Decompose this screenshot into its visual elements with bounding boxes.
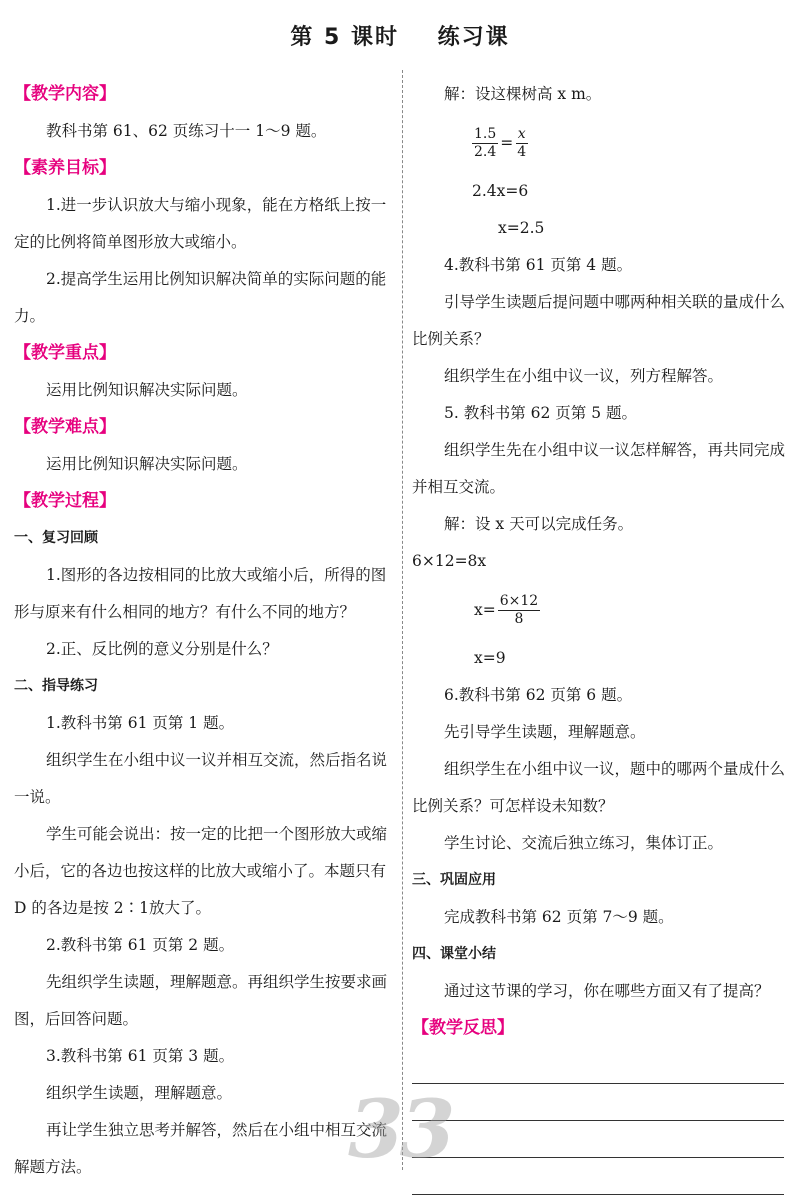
fraction-2-numerator: x <box>517 125 526 142</box>
teaching-content-text: 教科书第 61、62 页练习十一 1～9 题。 <box>46 122 327 140</box>
exercise-3-b: 再让学生独立思考并解答，然后在小组中相互交流解题方法。 <box>14 1121 388 1176</box>
summary-text: 通过这节课的学习，你在哪些方面又有了提高？ <box>444 982 770 1000</box>
exercise-4-a: 引导学生读题后提问题中哪两种相关联的量成什么比例关系？ <box>412 293 786 348</box>
solution-1-intro: 解：设这棵树高 x m。 <box>444 85 602 103</box>
fraction-1-numerator: 1.5 <box>474 125 497 142</box>
reflection-line[interactable] <box>412 1047 784 1084</box>
equals-sign: = <box>500 133 514 152</box>
page-number: 33 <box>348 1082 452 1176</box>
solution-1-proportion <box>412 113 790 173</box>
column-divider <box>402 70 403 1170</box>
key-points-text: 运用比例知识解决实际问题。 <box>46 381 248 399</box>
fraction-3-numerator: 6×12 <box>499 592 539 609</box>
section-summary: 四、课堂小结 <box>412 946 496 962</box>
fraction-2 <box>515 126 528 161</box>
section-guided-practice: 二、指导练习 <box>14 678 98 694</box>
exercise-5-a: 组织学生先在小组中议一议怎样解答，再共同完成并相互交流。 <box>412 441 786 496</box>
goal-1: 1.进一步认识放大与缩小现象，能在方格纸上按一定的比例将简单图形放大或缩小。 <box>14 196 387 251</box>
reflection-line[interactable] <box>412 1084 784 1121</box>
exercise-2: 2.教科书第 61 页第 2 题。 <box>46 936 235 954</box>
goal-2: 2.提高学生运用比例知识解决简单的实际问题的能力。 <box>14 270 387 325</box>
exercise-2-a: 先组织学生读题，理解题意。再组织学生按要求画图，后回答问题。 <box>14 973 388 1028</box>
exercise-4-b: 组织学生在小组中议一议，列方程解答。 <box>444 367 724 385</box>
exercise-5: 5. 教科书第 62 页第 5 题。 <box>444 404 638 422</box>
heading-teaching-content: 【教学内容】 <box>14 84 116 104</box>
section-review: 一、复习回顾 <box>14 530 98 546</box>
exercise-6-a: 先引导学生读题，理解题意。 <box>444 723 646 741</box>
reflection-line[interactable] <box>412 1121 784 1158</box>
solution-5-intro: 解：设 x 天可以完成任务。 <box>444 515 634 533</box>
exercise-1-a: 组织学生在小组中议一议并相互交流，然后指名说一说。 <box>14 751 388 806</box>
fraction-1 <box>472 126 498 161</box>
right-column <box>412 76 790 1195</box>
left-column <box>14 76 394 1186</box>
difficulties-text: 运用比例知识解决实际问题。 <box>46 455 248 473</box>
page-title: 第 5 课时 练习课 <box>290 25 510 50</box>
fraction-3-denominator: 8 <box>514 610 524 627</box>
exercise-3-a: 组织学生读题，理解题意。 <box>46 1084 233 1102</box>
exercise-6: 6.教科书第 62 页第 6 题。 <box>444 686 633 704</box>
solution-5-step-1: 6×12=8x <box>412 552 487 570</box>
fraction-3 <box>498 593 540 628</box>
solution-5-lhs: x= <box>474 600 496 619</box>
solution-5-step-3: x=9 <box>474 649 506 667</box>
exercise-1: 1.教科书第 61 页第 1 题。 <box>46 714 235 732</box>
review-question-2: 2.正、反比例的意义分别是什么？ <box>46 640 278 658</box>
fraction-1-denominator: 2.4 <box>474 143 497 160</box>
heading-difficulties: 【教学难点】 <box>14 417 116 437</box>
section-consolidation: 三、巩固应用 <box>412 872 496 888</box>
heading-process: 【教学过程】 <box>14 491 116 511</box>
fraction-2-denominator: 4 <box>517 143 527 160</box>
solution-1-step-3: x=2.5 <box>498 219 545 237</box>
solution-1-step-2: 2.4x=6 <box>472 182 529 200</box>
exercise-6-b: 组织学生在小组中议一议，题中的哪两个量成什么比例关系？可怎样设未知数？ <box>412 760 786 815</box>
exercise-3: 3.教科书第 61 页第 3 题。 <box>46 1047 235 1065</box>
solution-5-step-2 <box>412 580 790 640</box>
review-question-1: 1.图形的各边按相同的比放大或缩小后，所得的图形与原来有什么相同的地方？有什么不同的地方？ <box>14 566 387 621</box>
heading-reflection: 【教学反思】 <box>412 1018 514 1038</box>
exercise-6-c: 学生讨论、交流后独立练习，集体订正。 <box>444 834 724 852</box>
reflection-line[interactable] <box>412 1158 784 1195</box>
heading-key-points: 【教学重点】 <box>14 343 116 363</box>
exercise-1-b: 学生可能会说出：按一定的比把一个图形放大或缩小后，它的各边也按这样的比放大或缩小了。本题只有 D 的各边是按 2∶1放大了。 <box>14 825 388 917</box>
heading-goals: 【素养目标】 <box>14 158 116 178</box>
consolidation-text: 完成教科书第 62 页第 7～9 题。 <box>444 908 674 926</box>
exercise-4: 4.教科书第 61 页第 4 题。 <box>444 256 633 274</box>
